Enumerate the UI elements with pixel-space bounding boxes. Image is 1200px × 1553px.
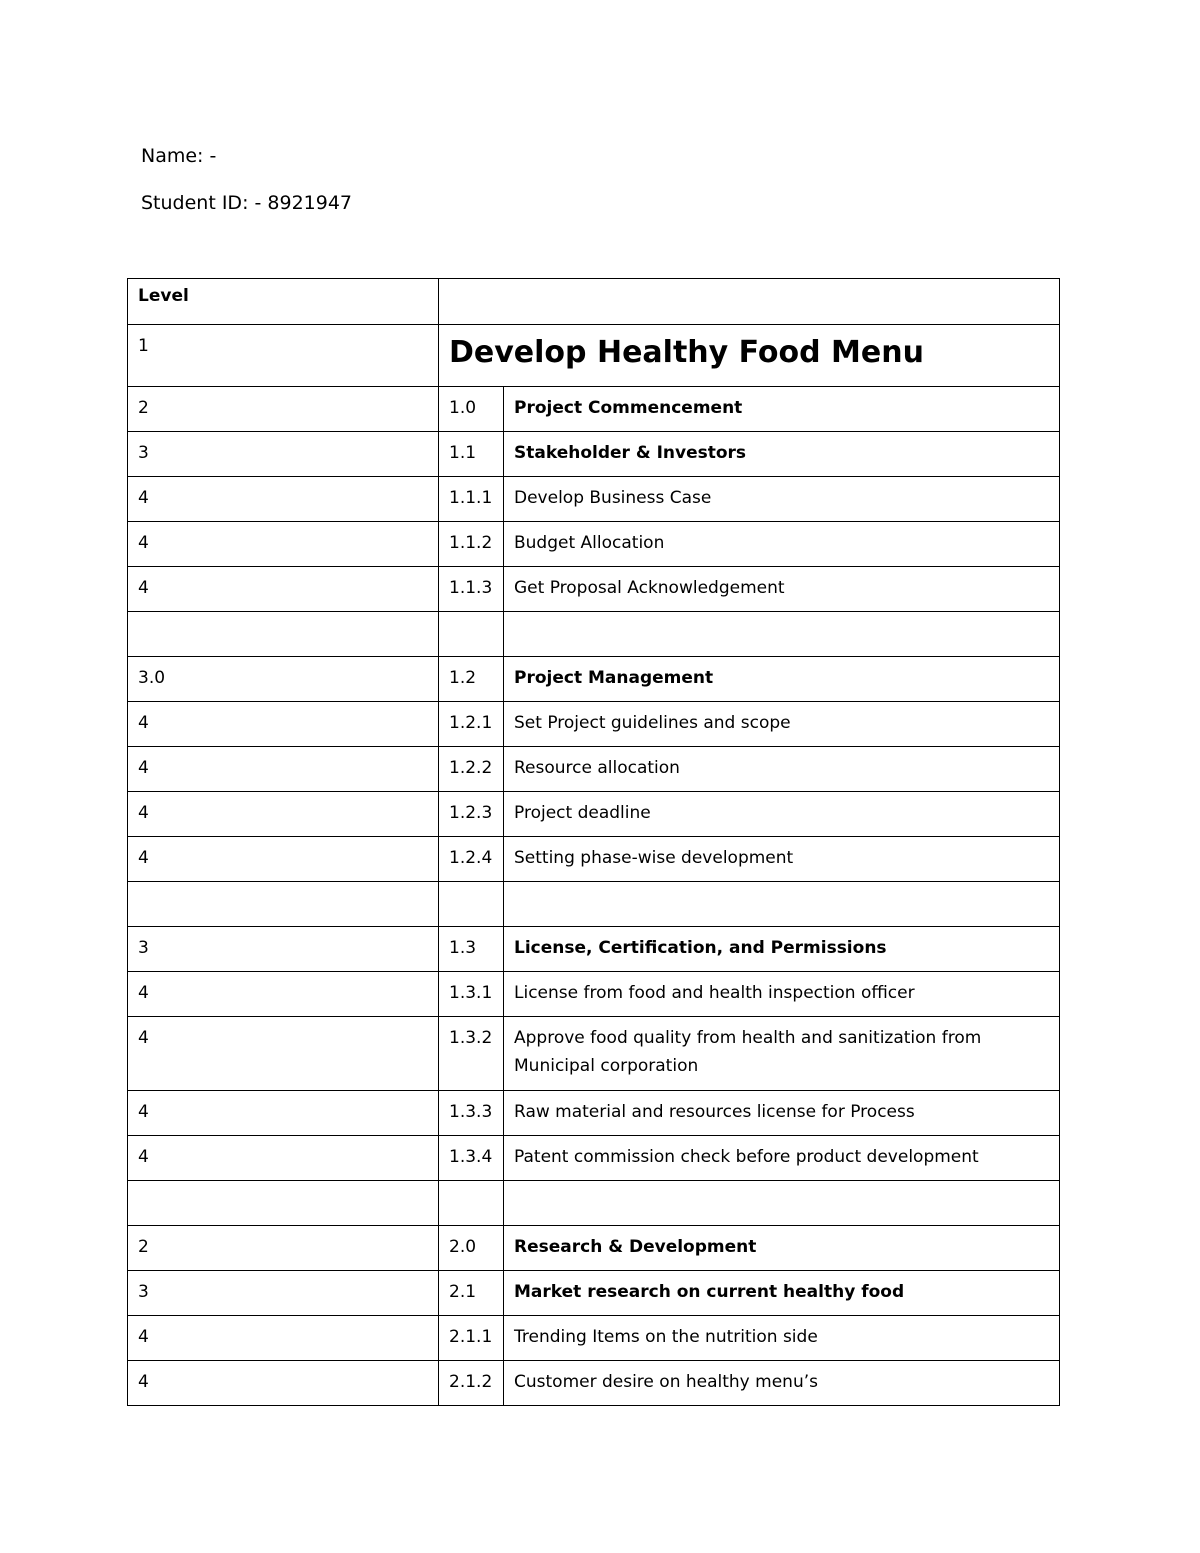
level-cell: 4	[128, 837, 439, 882]
code-cell: 1.1.1	[439, 477, 504, 522]
level-cell: 4	[128, 477, 439, 522]
code-cell: 1.1.3	[439, 567, 504, 612]
description-cell: Project Commencement	[504, 387, 1060, 432]
level-cell: 4	[128, 1316, 439, 1361]
student-name-line: Name: -	[141, 145, 217, 167]
level-cell: 4	[128, 792, 439, 837]
wbs-table	[127, 278, 1060, 1406]
description-cell: Stakeholder & Investors	[504, 432, 1060, 477]
code-cell: 1.2.3	[439, 792, 504, 837]
table-row	[128, 1181, 1060, 1226]
table-row	[128, 792, 1060, 837]
title-row	[128, 325, 1060, 387]
code-cell: 1.3.2	[439, 1017, 504, 1091]
level-cell	[128, 882, 439, 927]
table-row	[128, 477, 1060, 522]
code-cell: 1.3	[439, 927, 504, 972]
table-row	[128, 657, 1060, 702]
table-row	[128, 432, 1060, 477]
description-cell: Set Project guidelines and scope	[504, 702, 1060, 747]
table-row	[128, 1091, 1060, 1136]
code-cell: 1.3.4	[439, 1136, 504, 1181]
level-cell: 2	[128, 1226, 439, 1271]
wbs-table-body	[128, 279, 1060, 1406]
level-cell: 3	[128, 927, 439, 972]
table-row	[128, 837, 1060, 882]
table-row	[128, 1017, 1060, 1091]
level-cell: 4	[128, 1136, 439, 1181]
description-cell: Market research on current healthy food	[504, 1271, 1060, 1316]
code-cell: 2.0	[439, 1226, 504, 1271]
table-row	[128, 702, 1060, 747]
project-title: Develop Healthy Food Menu	[449, 335, 924, 370]
code-cell: 1.0	[439, 387, 504, 432]
table-row	[128, 522, 1060, 567]
level-cell: 4	[128, 1091, 439, 1136]
description-cell: Research & Development	[504, 1226, 1060, 1271]
table-row	[128, 747, 1060, 792]
table-row	[128, 1271, 1060, 1316]
table-row	[128, 1226, 1060, 1271]
level-cell: 4	[128, 702, 439, 747]
table-row	[128, 882, 1060, 927]
description-cell: Approve food quality from health and sanitization from Municipal corporation	[504, 1017, 1060, 1091]
table-row	[128, 612, 1060, 657]
code-cell: 1.2	[439, 657, 504, 702]
level-cell: 3	[128, 432, 439, 477]
level-header-cell: Level	[128, 279, 439, 325]
code-cell: 1.3.3	[439, 1091, 504, 1136]
table-row	[128, 927, 1060, 972]
level-cell: 4	[128, 1017, 439, 1091]
code-cell: 2.1	[439, 1271, 504, 1316]
description-cell: License from food and health inspection officer	[504, 972, 1060, 1017]
level-cell	[128, 612, 439, 657]
table-row	[128, 1316, 1060, 1361]
table-row	[128, 1361, 1060, 1406]
title-cell	[439, 325, 1060, 387]
level-cell: 4	[128, 747, 439, 792]
code-cell: 2.1.2	[439, 1361, 504, 1406]
description-cell: Customer desire on healthy menu’s	[504, 1361, 1060, 1406]
description-cell: License, Certification, and Permissions	[504, 927, 1060, 972]
description-cell: Get Proposal Acknowledgement	[504, 567, 1060, 612]
level-cell	[128, 1181, 439, 1226]
code-cell	[439, 882, 504, 927]
empty-header-cell	[439, 279, 1060, 325]
description-cell	[504, 1181, 1060, 1226]
description-cell: Develop Business Case	[504, 477, 1060, 522]
code-cell: 1.3.1	[439, 972, 504, 1017]
description-cell	[504, 612, 1060, 657]
description-cell: Resource allocation	[504, 747, 1060, 792]
description-cell: Project deadline	[504, 792, 1060, 837]
code-cell	[439, 612, 504, 657]
description-cell: Budget Allocation	[504, 522, 1060, 567]
level-cell: 2	[128, 387, 439, 432]
table-row	[128, 567, 1060, 612]
level-cell: 3	[128, 1271, 439, 1316]
description-cell: Setting phase-wise development	[504, 837, 1060, 882]
title-level-cell: 1	[128, 325, 439, 387]
level-cell: 4	[128, 1361, 439, 1406]
description-cell	[504, 882, 1060, 927]
code-cell	[439, 1181, 504, 1226]
code-cell: 1.1.2	[439, 522, 504, 567]
code-cell: 1.2.2	[439, 747, 504, 792]
description-cell: Project Management	[504, 657, 1060, 702]
code-cell: 1.2.4	[439, 837, 504, 882]
level-cell: 4	[128, 972, 439, 1017]
description-cell: Patent commission check before product development	[504, 1136, 1060, 1181]
table-row	[128, 387, 1060, 432]
level-cell: 4	[128, 567, 439, 612]
table-header-row	[128, 279, 1060, 325]
table-row	[128, 972, 1060, 1017]
level-cell: 3.0	[128, 657, 439, 702]
code-cell: 1.2.1	[439, 702, 504, 747]
level-cell: 4	[128, 522, 439, 567]
description-cell: Raw material and resources license for Process	[504, 1091, 1060, 1136]
description-cell: Trending Items on the nutrition side	[504, 1316, 1060, 1361]
table-row	[128, 1136, 1060, 1181]
student-id-line: Student ID: - 8921947	[141, 192, 353, 214]
code-cell: 1.1	[439, 432, 504, 477]
code-cell: 2.1.1	[439, 1316, 504, 1361]
